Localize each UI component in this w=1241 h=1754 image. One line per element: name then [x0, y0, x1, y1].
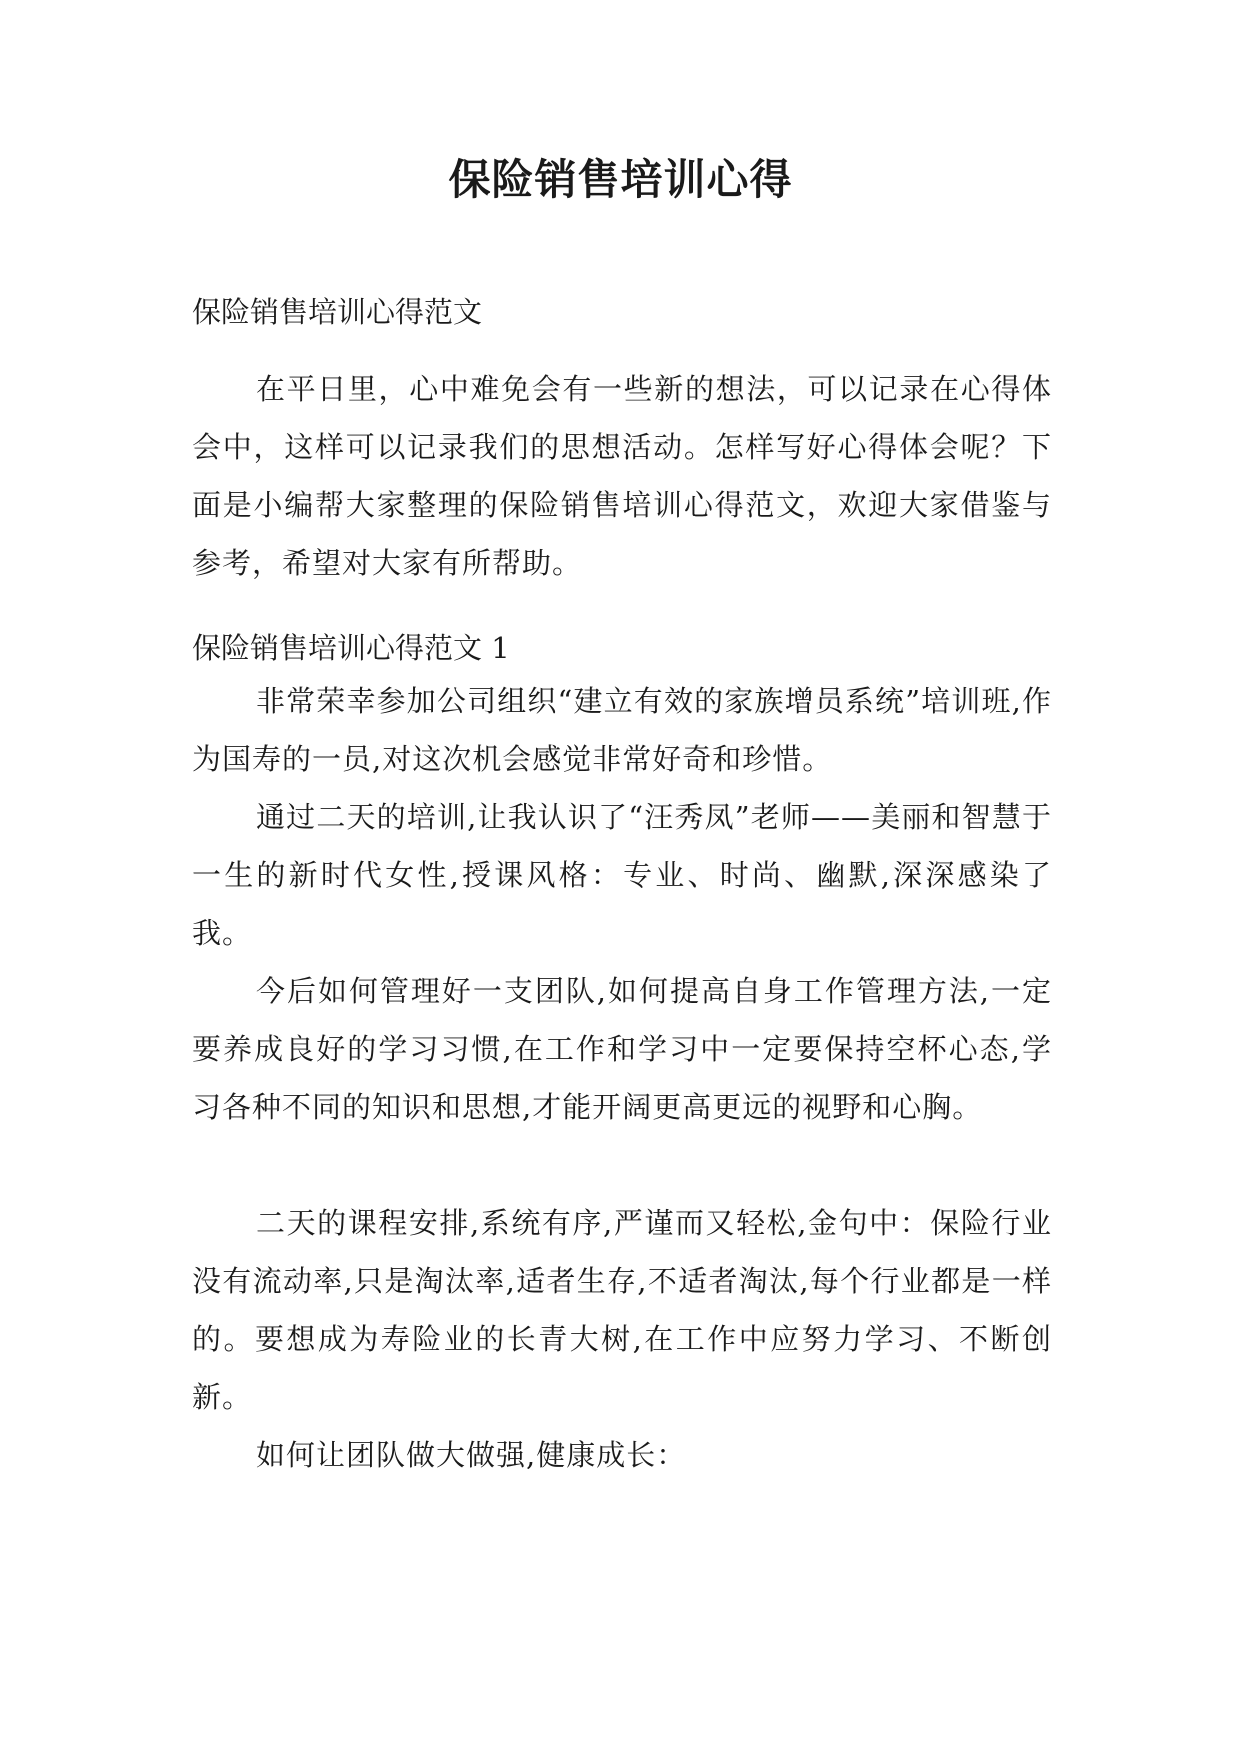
body-paragraph: 通过二天的培训,让我认识了“汪秀凤”老师——美丽和智慧于一生的新时代女性,授课风格：专业、时尚、幽默,深深感染了我。: [192, 800, 1052, 950]
body-paragraph: 非常荣幸参加公司组织“建立有效的家族增员系统”培训班,作为国寿的一员,对这次机会感觉非常好奇和珍惜。: [192, 684, 1052, 776]
body-paragraph: 如何让团队做大做强,健康成长：: [256, 1438, 687, 1472]
body-paragraph: 今后如何管理好一支团队,如何提高自身工作管理方法,一定要养成良好的学习习惯,在工作和学习中一定要保持空杯心态,学习各种不同的知识和思想,才能开阔更高更远的视野和心胸。: [192, 974, 1052, 1124]
document-subtitle: 保险销售培训心得范文: [192, 295, 483, 329]
section-heading: 保险销售培训心得范文 1: [192, 631, 510, 665]
document-title: 保险销售培训心得: [448, 155, 793, 204]
intro-paragraph: 在平日里，心中难免会有一些新的想法，可以记录在心得体会中，这样可以记录我们的思想活动。怎样写好心得体会呢？下面是小编帮大家整理的保险销售培训心得范文，欢迎大家借鉴与参考，希望对大家有所帮助。: [192, 372, 1052, 580]
body-paragraph: 二天的课程安排,系统有序,严谨而又轻松,金句中：保险行业没有流动率,只是淘汰率,适者生存,不适者淘汰,每个行业都是一样的。要想成为寿险业的长青大树,在工作中应努力学习、不断创新。: [192, 1206, 1052, 1414]
